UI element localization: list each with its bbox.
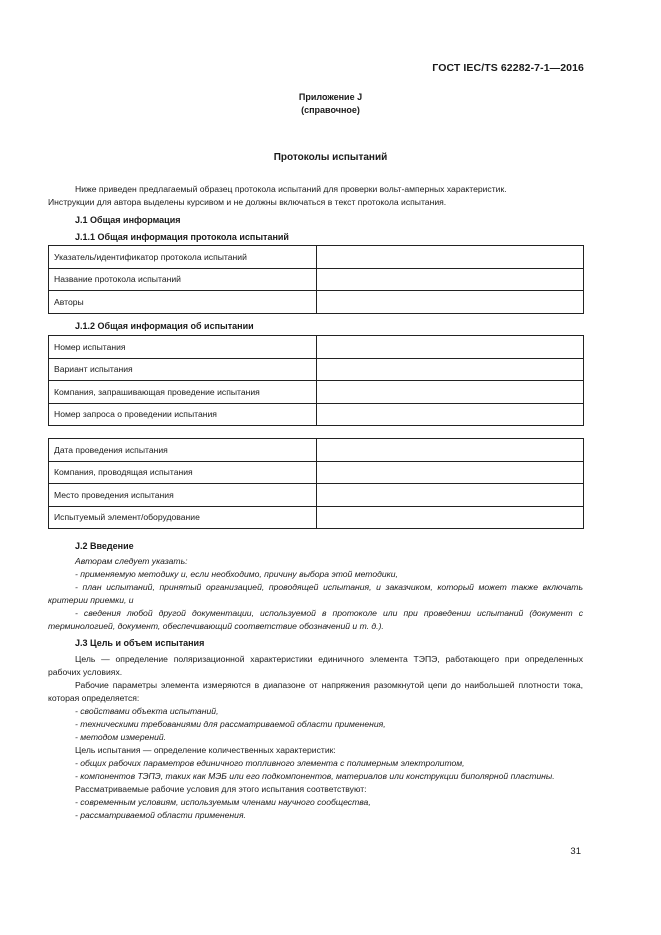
list-item: - современным условиям, используемым членами научного сообщества, [75,797,371,807]
annex-subtitle: (справочное) [301,105,360,115]
table-row [49,439,584,462]
table-row [49,246,584,269]
table-row [49,336,584,359]
list-item: - методом измерений. [75,732,167,742]
row-label: Номер испытания [49,336,317,359]
annex-title: Приложение J [298,92,363,102]
table-test-info [48,335,584,426]
intro-paragraph [48,183,583,209]
intro-line-1: Ниже приведен предлагаемый образец протокола испытаний для проверки вольт-амперных характеристик. [75,184,507,194]
document-id: ГОСТ IEC/TS 62282-7-1—2016 [432,62,584,74]
introduction-body [48,555,583,633]
row-label: Дата проведения испытания [49,439,317,462]
row-label: Вариант испытания [49,358,317,381]
list-item: - техническими требованиями для рассматриваемой области применения, [75,719,386,729]
list-item: - свойствами объекта испытаний, [75,706,219,716]
row-value [317,336,584,359]
table-test-details [48,438,584,529]
row-value [317,246,584,269]
row-label: Компания, запрашивающая проведение испытания [49,381,317,404]
row-value [317,268,584,291]
list-item: - рассматриваемой области применения. [75,810,246,820]
row-value [317,484,584,507]
row-value [317,439,584,462]
list-item: - компонентов ТЭПЭ, таких как МЭБ или его подкомпонентов, материалов или конструкции биполярной пластины. [75,771,555,781]
row-value [317,506,584,529]
intro-line-2: Инструкции для автора выделены курсивом и не должны включаться в текст протокола испытания. [48,197,447,207]
row-value [317,381,584,404]
row-value [317,291,584,314]
section-j2: J.2 Введение [75,541,134,551]
table-row [49,381,584,404]
page-heading: Протоколы испытаний [273,152,388,163]
scope-paragraph-4: Рассматриваемые рабочие условия для этого испытания соответствуют: [75,784,367,794]
section-j12: J.1.2 Общая информация об испытании [75,321,254,331]
table-row [49,268,584,291]
table-row [49,461,584,484]
table-row [49,291,584,314]
row-value [317,403,584,426]
section-j1: J.1 Общая информация [75,215,181,225]
page-number: 31 [570,846,581,857]
scope-paragraph-2: Рабочие параметры элемента измеряются в диапазоне от напряжения разомкнутой цепи до наибольшей плотности тока, которая определяется: [48,680,583,703]
table-row [49,506,584,529]
row-label: Номер запроса о проведении испытания [49,403,317,426]
row-label: Указатель/идентификатор протокола испытаний [49,246,317,269]
intro-lead: Авторам следует указать: [75,556,188,566]
table-row [49,484,584,507]
table-row [49,358,584,381]
list-item: - общих рабочих параметров единичного топливного элемента с полимерным электролитом, [75,758,465,768]
row-label: Место проведения испытания [49,484,317,507]
list-item: - применяемую методику и, если необходимо, причину выбора этой методики, [75,569,398,579]
section-j11: J.1.1 Общая информация протокола испытаний [75,232,289,242]
row-label: Название протокола испытаний [49,268,317,291]
scope-paragraph-1: Цель — определение поляризационной характеристики единичного элемента ТЭПЭ, работающего при определенных рабочих условиях. [48,654,583,677]
scope-body [48,653,583,822]
scope-paragraph-3: Цель испытания — определение количественных характеристик: [75,745,336,755]
table-row [49,403,584,426]
list-item: - план испытаний, принятый организацией, проводящей испытания, и заказчиком, который может также включать критерии приемки, и [48,582,583,605]
row-label: Компания, проводящая испытания [49,461,317,484]
section-j3: J.3 Цель и объем испытания [75,638,205,648]
row-label: Авторы [49,291,317,314]
row-value [317,461,584,484]
row-label: Испытуемый элемент/оборудование [49,506,317,529]
row-value [317,358,584,381]
table-protocol-info [48,245,584,314]
list-item: - сведения любой другой документации, используемой в протоколе или при проведении испытаний (документ с терминологией, документ, обеспечивающий соответствие обозначений и т. д.). [48,608,583,631]
